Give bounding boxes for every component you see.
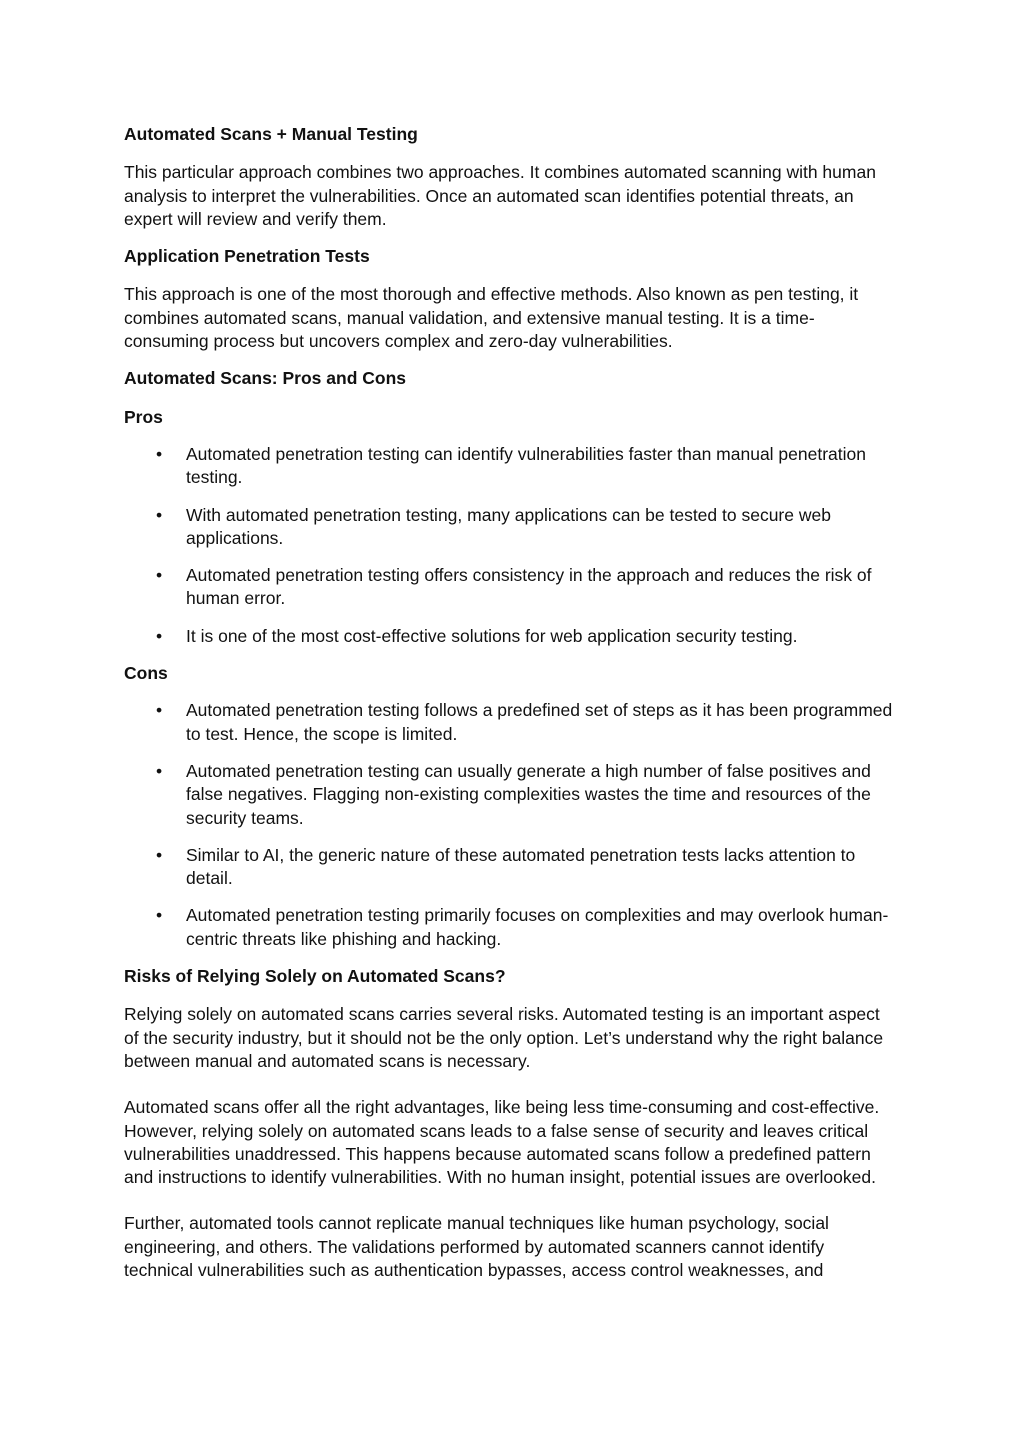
bullet-icon: • bbox=[156, 565, 163, 586]
list-item bbox=[124, 844, 896, 891]
list-item bbox=[124, 699, 896, 746]
bullet-icon: • bbox=[156, 700, 163, 721]
heading-application-penetration-tests: Application Penetration Tests bbox=[124, 246, 370, 267]
heading-pros: Pros bbox=[124, 406, 163, 427]
list-item-text: Automated penetration testing follows a predefined set of steps as it has been programmed to test. Hence, the scope is limited. bbox=[186, 700, 893, 744]
list-item-text: It is one of the most cost-effective solutions for web application security testing. bbox=[186, 625, 798, 646]
paragraph-advantages: Automated scans offer all the right advantages, like being less time-consuming and cost-effective. However, relying solely on automated scans leads to a false sense of security and leaves critical vulnerabilities unaddressed. This happens because automated scans follow a predefined pattern and instructions to identify vulnerabilities. With no human insight, potential issues are overlooked. bbox=[124, 1097, 880, 1188]
paragraph-combined-approach: This particular approach combines two approaches. It combines automated scanning with human analysis to interpret the vulnerabilities. Once an automated scan identifies potential threats, an expert will review and verify them. bbox=[124, 162, 876, 229]
list-item-text: Automated penetration testing can usually generate a high number of false positives and false negatives. Flagging non-existing complexities wastes the time and resources of the security teams. bbox=[186, 760, 871, 828]
bullet-icon: • bbox=[156, 844, 163, 865]
bullet-icon: • bbox=[156, 905, 163, 926]
paragraph-relying-solely: Relying solely on automated scans carries several risks. Automated testing is an important aspect of the security industry, but it should not be the only option. Let’s understand why the right balance between manual and automated scans is necessary. bbox=[124, 1004, 884, 1071]
bullet-icon: • bbox=[156, 760, 163, 781]
heading-automated-scans-manual-testing: Automated Scans + Manual Testing bbox=[124, 124, 418, 144]
list-item bbox=[124, 904, 896, 951]
list-item-text: Automated penetration testing can identify vulnerabilities faster than manual penetration testing. bbox=[186, 443, 867, 488]
list-item bbox=[124, 760, 896, 830]
bullet-icon: • bbox=[156, 443, 163, 464]
list-item bbox=[124, 625, 896, 648]
list-item-text: Automated penetration testing offers consistency in the approach and reduces the risk of human error. bbox=[186, 565, 872, 609]
heading-cons: Cons bbox=[124, 663, 168, 684]
list-item-text: With automated penetration testing, many applications can be tested to secure web applications. bbox=[186, 504, 831, 548]
list-item-text: Automated penetration testing primarily focuses on complexities and may overlook human-centric threats like phishing and hacking. bbox=[186, 905, 889, 949]
heading-pros-and-cons: Automated Scans: Pros and Cons bbox=[124, 368, 406, 389]
bullet-icon: • bbox=[156, 625, 163, 646]
heading-risks-of-relying-solely: Risks of Relying Solely on Automated Scans? bbox=[124, 966, 506, 987]
cons-list bbox=[124, 699, 896, 951]
document-page bbox=[124, 120, 896, 1282]
paragraph-manual-techniques: Further, automated tools cannot replicate manual techniques like human psychology, social engineering, and others. The validations performed by automated scanners cannot identify technical vulnerabilities such as authentication bypasses, access control weaknesses, and bbox=[124, 1213, 829, 1280]
bullet-icon: • bbox=[156, 504, 163, 525]
paragraph-pen-testing: This approach is one of the most thorough and effective methods. Also known as pen testing, it combines automated scans, manual validation, and extensive manual testing. It is a time-consuming process but uncovers complex and zero-day vulnerabilities. bbox=[124, 284, 859, 352]
list-item bbox=[124, 564, 896, 611]
list-item bbox=[124, 443, 896, 490]
list-item bbox=[124, 504, 896, 551]
pros-list bbox=[124, 443, 896, 648]
list-item-text: Similar to AI, the generic nature of these automated penetration tests lacks attention to detail. bbox=[186, 844, 856, 889]
